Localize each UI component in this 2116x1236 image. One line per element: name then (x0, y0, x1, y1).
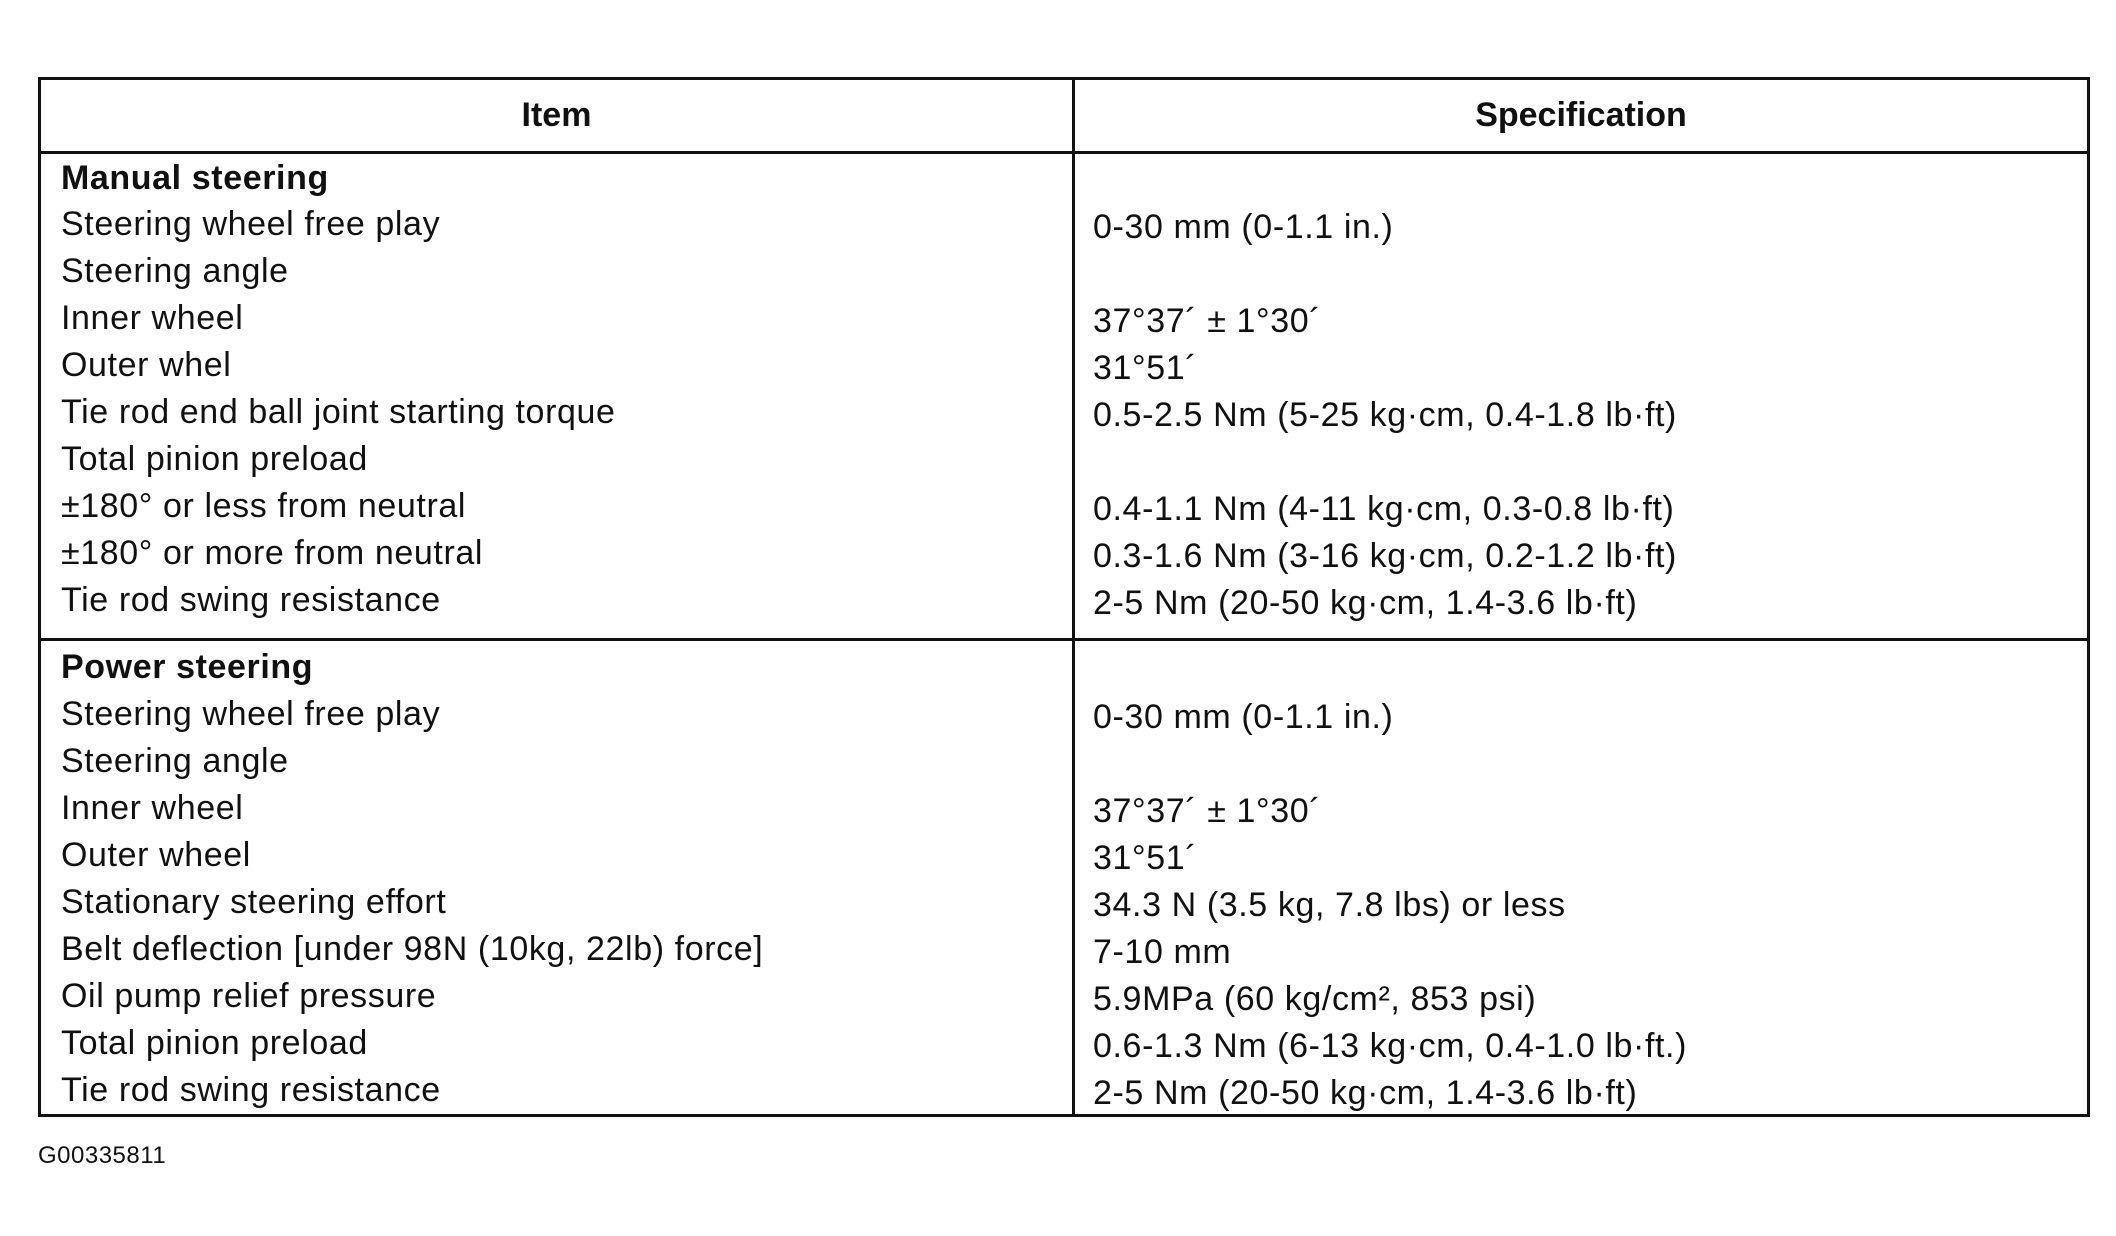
manual-item-pinion-preload: Total pinion preload (61, 440, 368, 478)
power-steering-title: Power steering (61, 648, 314, 686)
power-spec-relief-pressure: 5.9MPa (60 kg/cm², 853 psi) (1093, 980, 1537, 1018)
manual-item-swing-resistance: Tie rod swing resistance (61, 581, 441, 619)
power-item-inner-wheel: Inner wheel (61, 789, 244, 827)
power-item-free-play: Steering wheel free play (61, 695, 441, 733)
header-item: Item (521, 96, 592, 134)
table-header-row (41, 80, 2087, 154)
manual-steering-section (41, 154, 2087, 641)
manual-item-outer-wheel: Outer whel (61, 346, 232, 384)
specification-table (38, 77, 2090, 1117)
power-item-steering-angle: Steering angle (61, 742, 289, 780)
manual-spec-less-from-neutral: 0.4-1.1 Nm (4-11 kg·cm, 0.3-0.8 lb·ft) (1093, 490, 1675, 528)
manual-spec-free-play: 0-30 mm (0-1.1 in.) (1093, 208, 1394, 246)
power-item-pinion-preload: Total pinion preload (61, 1024, 368, 1062)
power-item-swing-resistance: Tie rod swing resistance (61, 1071, 441, 1109)
power-spec-inner-wheel: 37°37´ ± 1°30´ (1093, 792, 1322, 830)
manual-spec-ball-joint-torque: 0.5-2.5 Nm (5-25 kg·cm, 0.4-1.8 lb·ft) (1093, 396, 1677, 434)
power-item-steering-effort: Stationary steering effort (61, 883, 447, 921)
power-spec-outer-wheel: 31°51´ (1093, 839, 1198, 877)
manual-item-steering-angle: Steering angle (61, 252, 289, 290)
figure-code: G00335811 (38, 1142, 167, 1169)
manual-item-ball-joint-torque: Tie rod end ball joint starting torque (61, 393, 616, 431)
manual-item-free-play: Steering wheel free play (61, 205, 441, 243)
header-specification: Specification (1475, 96, 1687, 134)
power-item-outer-wheel: Outer wheel (61, 836, 251, 874)
manual-steering-title: Manual steering (61, 159, 329, 197)
manual-spec-outer-wheel: 31°51´ (1093, 349, 1198, 387)
power-spec-swing-resistance: 2-5 Nm (20-50 kg·cm, 1.4-3.6 lb·ft) (1093, 1074, 1638, 1112)
power-spec-pinion-preload: 0.6-1.3 Nm (6-13 kg·cm, 0.4-1.0 lb·ft.) (1093, 1027, 1688, 1065)
power-spec-belt-deflection: 7-10 mm (1093, 933, 1232, 971)
power-steering-section (41, 641, 2087, 1114)
manual-spec-swing-resistance: 2-5 Nm (20-50 kg·cm, 1.4-3.6 lb·ft) (1093, 584, 1638, 622)
power-spec-free-play: 0-30 mm (0-1.1 in.) (1093, 698, 1394, 736)
manual-item-inner-wheel: Inner wheel (61, 299, 244, 337)
manual-item-less-from-neutral: ±180° or less from neutral (61, 487, 467, 525)
manual-spec-more-from-neutral: 0.3-1.6 Nm (3-16 kg·cm, 0.2-1.2 lb·ft) (1093, 537, 1677, 575)
manual-spec-inner-wheel: 37°37´ ± 1°30´ (1093, 302, 1322, 340)
power-item-belt-deflection: Belt deflection [under 98N (10kg, 22lb) force] (61, 930, 764, 968)
power-item-relief-pressure: Oil pump relief pressure (61, 977, 437, 1015)
power-spec-steering-effort: 34.3 N (3.5 kg, 7.8 lbs) or less (1093, 886, 1566, 924)
manual-item-more-from-neutral: ±180° or more from neutral (61, 534, 484, 572)
